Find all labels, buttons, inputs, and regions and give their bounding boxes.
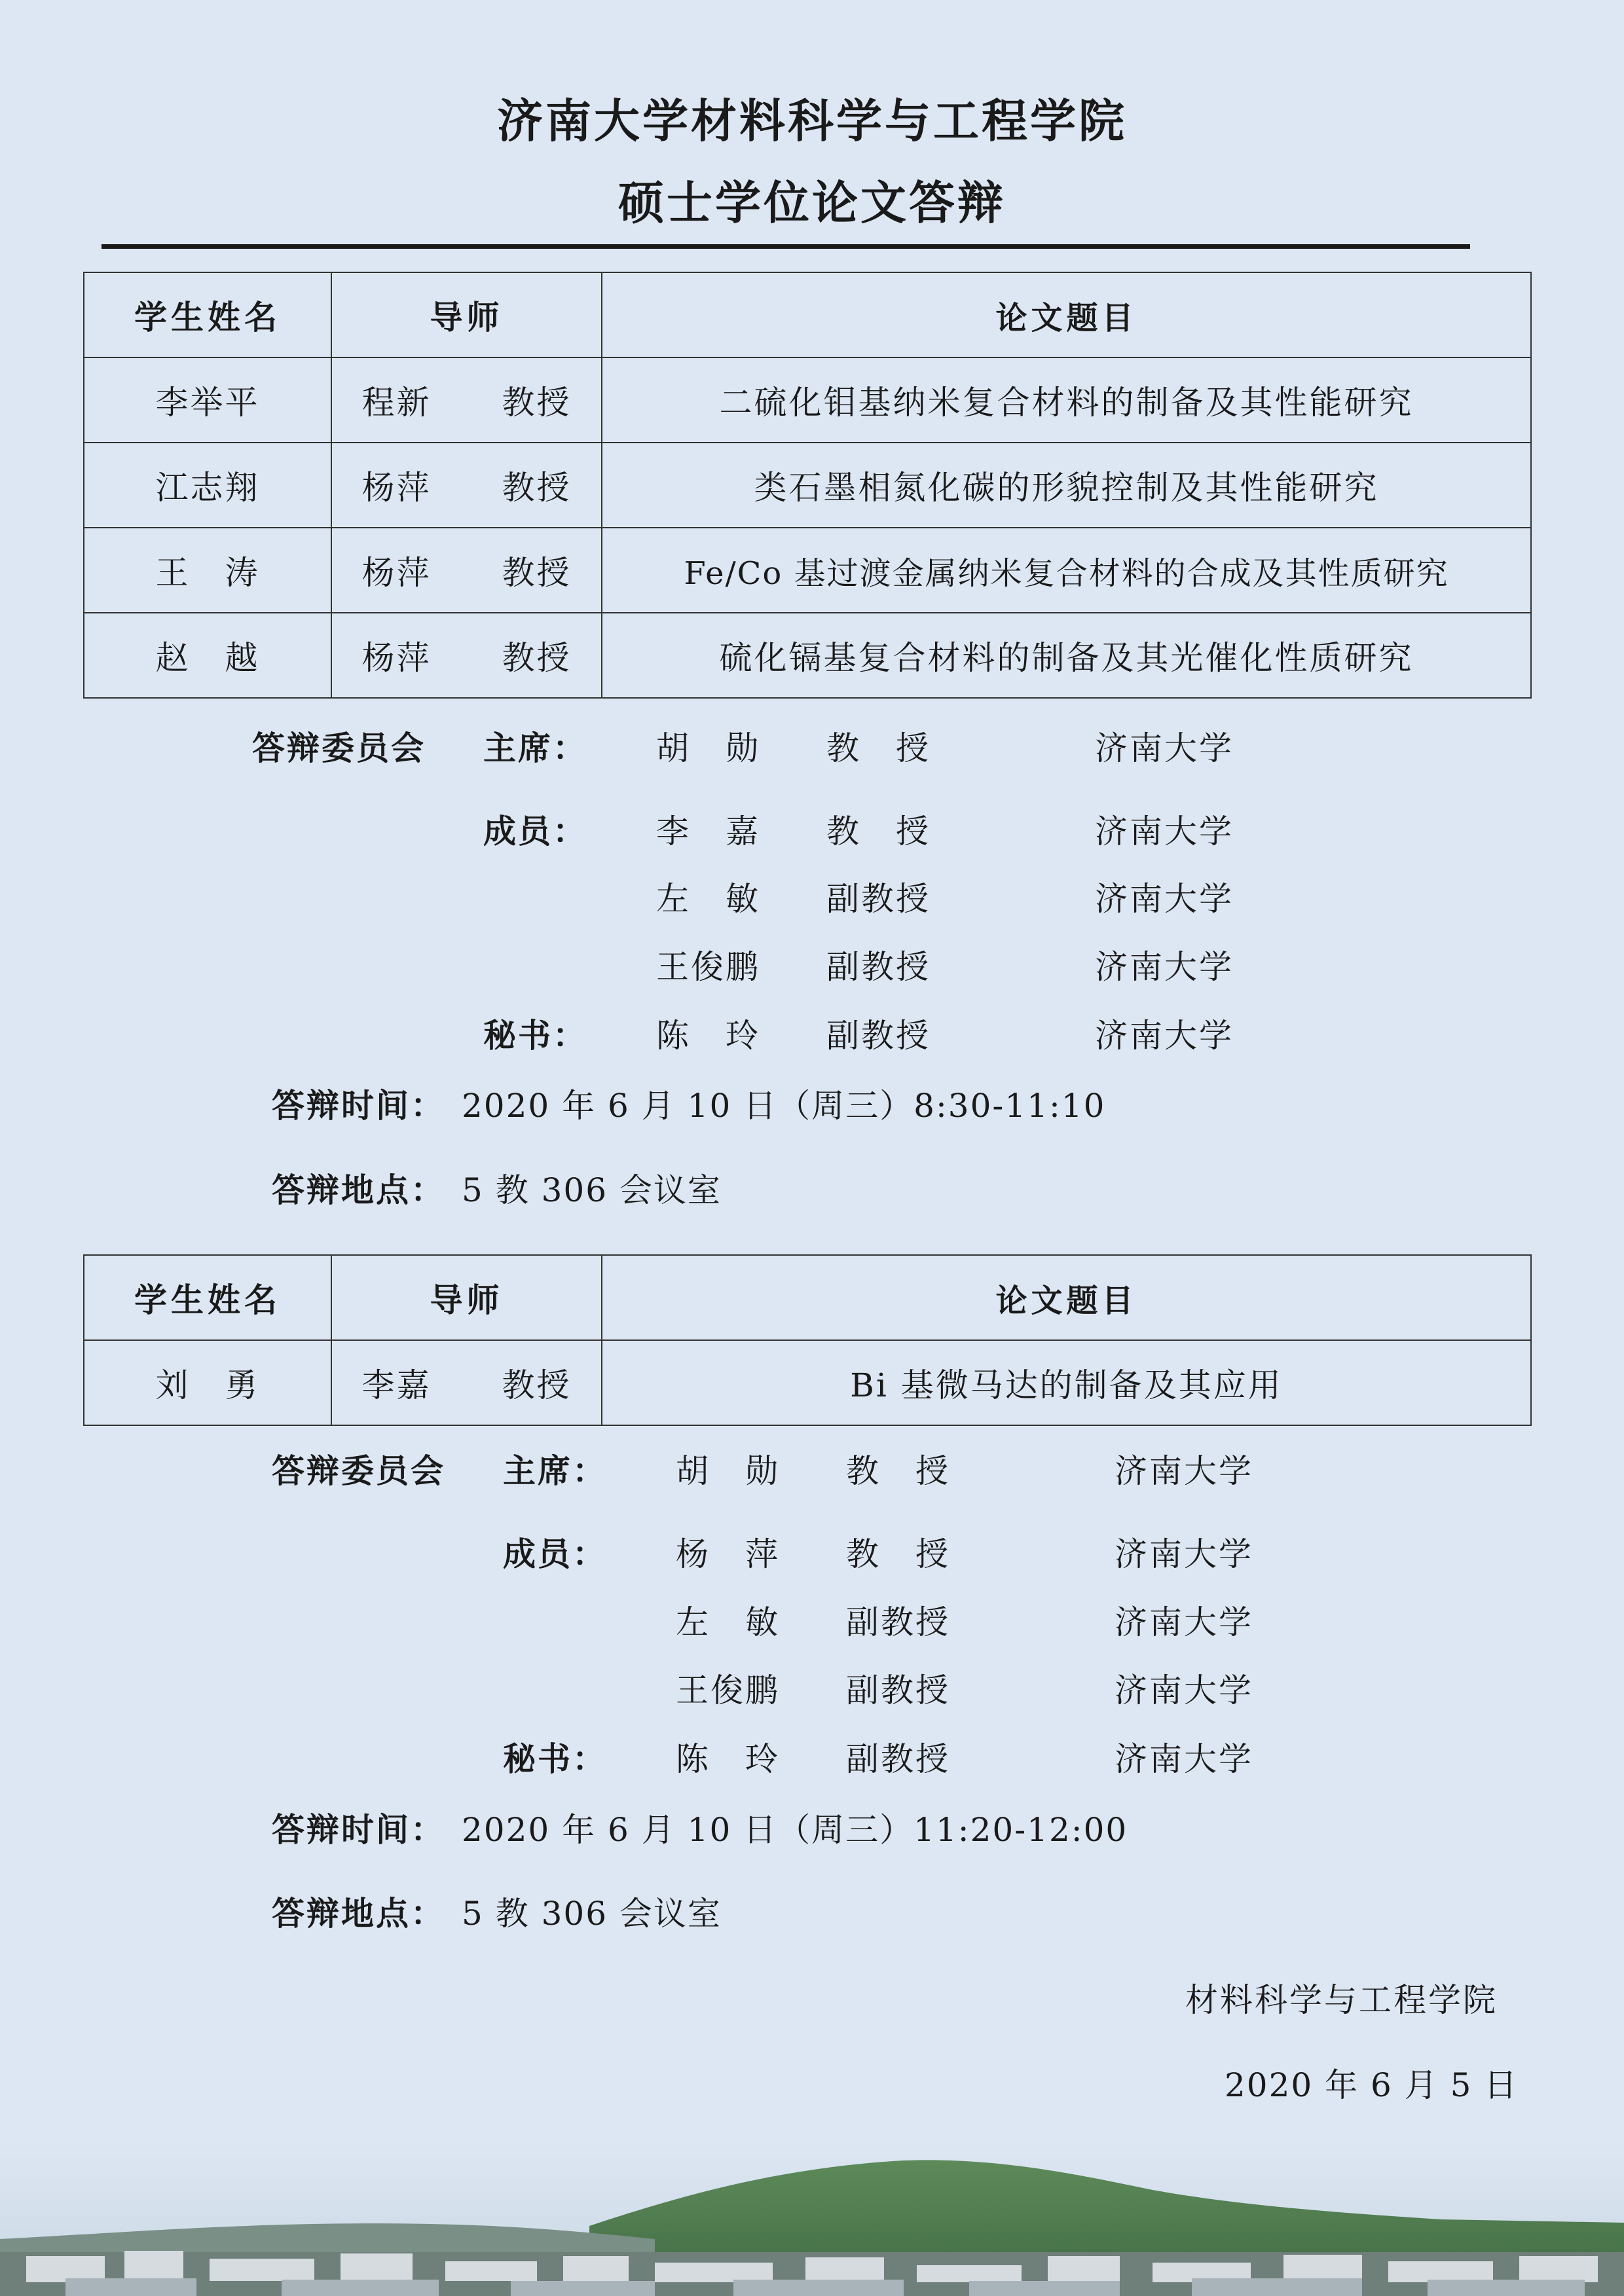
table-header-row <box>84 1255 1531 1340</box>
title-line-2: 硕士学位论文答辩 <box>618 175 1006 230</box>
advisor-title: 教授 <box>502 1366 572 1404</box>
secretary-name: 陈 玲 <box>656 1017 760 1055</box>
header-student: 学生姓名 <box>84 1255 331 1340</box>
chair-label: 主席： <box>483 729 587 767</box>
advisor <box>331 528 602 613</box>
advisor-name: 杨萍 <box>361 469 432 507</box>
member-org: 济南大学 <box>1095 880 1234 918</box>
table-row <box>84 357 1531 443</box>
thesis-title: 类石墨相氮化碳的形貌控制及其性能研究 <box>602 443 1531 528</box>
session1-table <box>83 272 1532 699</box>
member-title: 教 授 <box>826 812 931 850</box>
member-title: 副教授 <box>826 948 931 986</box>
advisor-title: 教授 <box>502 384 572 422</box>
place-value: 5 教 306 会议室 <box>462 1895 722 1933</box>
member-org: 济南大学 <box>1095 812 1234 850</box>
table-row <box>84 1340 1531 1425</box>
header-advisor: 导师 <box>331 272 602 357</box>
header-student: 学生姓名 <box>84 272 331 357</box>
secretary-label: 秘书： <box>503 1740 607 1778</box>
committee-label: 答辩委员会 <box>272 1451 445 1490</box>
advisor-title: 教授 <box>502 639 572 677</box>
member-org: 济南大学 <box>1095 948 1234 986</box>
footer-date: 2020 年 6 月 5 日 <box>1225 2066 1519 2104</box>
chair-org: 济南大学 <box>1115 1452 1253 1490</box>
advisor <box>331 1340 602 1425</box>
member-org: 济南大学 <box>1115 1535 1253 1573</box>
student-name: 刘 勇 <box>84 1340 331 1425</box>
table-row <box>84 443 1531 528</box>
title-line-1: 济南大学材料科学与工程学院 <box>497 94 1127 148</box>
advisor-name: 杨萍 <box>361 554 432 592</box>
advisor-name: 程新 <box>361 384 432 422</box>
member-title: 副教授 <box>846 1671 950 1709</box>
secretary-title: 副教授 <box>826 1017 931 1055</box>
chair-label: 主席： <box>503 1451 607 1490</box>
advisor <box>331 613 602 698</box>
campus-skyline-image <box>0 2141 1624 2296</box>
advisor <box>331 443 602 528</box>
thesis-title: Bi 基微马达的制备及其应用 <box>602 1340 1531 1425</box>
chair-name: 胡 勋 <box>656 729 760 767</box>
member-title: 副教授 <box>826 880 931 918</box>
place-value: 5 教 306 会议室 <box>462 1171 722 1209</box>
member-name: 李 嘉 <box>656 812 760 850</box>
time-label: 答辩时间： <box>272 1810 445 1849</box>
place-label: 答辩地点： <box>272 1171 445 1209</box>
chair-org: 济南大学 <box>1095 729 1234 767</box>
secretary-title: 副教授 <box>846 1740 950 1778</box>
members-label: 成员： <box>483 812 587 850</box>
secretary-name: 陈 玲 <box>676 1740 780 1778</box>
chair-title: 教 授 <box>846 1452 950 1490</box>
member-name: 左 敏 <box>656 880 760 918</box>
member-org: 济南大学 <box>1115 1603 1253 1641</box>
student-name: 赵 越 <box>84 613 331 698</box>
student-name: 江志翔 <box>84 443 331 528</box>
thesis-title: 硫化镉基复合材料的制备及其光催化性质研究 <box>602 613 1531 698</box>
table-row <box>84 613 1531 698</box>
member-title: 教 授 <box>846 1535 950 1573</box>
footer-org: 材料科学与工程学院 <box>1185 1981 1498 2019</box>
member-name: 王俊鹏 <box>676 1671 780 1709</box>
member-org: 济南大学 <box>1115 1671 1253 1709</box>
advisor-name: 李嘉 <box>361 1366 432 1404</box>
title-divider <box>101 244 1470 249</box>
members-label: 成员： <box>503 1535 607 1573</box>
chair-title: 教 授 <box>826 729 931 767</box>
secretary-label: 秘书： <box>483 1016 587 1055</box>
committee-label: 答辩委员会 <box>252 729 426 767</box>
student-name: 李举平 <box>84 357 331 443</box>
student-name: 王 涛 <box>84 528 331 613</box>
chair-name: 胡 勋 <box>676 1452 780 1490</box>
advisor-title: 教授 <box>502 469 572 507</box>
member-name: 杨 萍 <box>676 1535 780 1573</box>
table-header-row <box>84 272 1531 357</box>
advisor <box>331 357 602 443</box>
advisor-title: 教授 <box>502 554 572 592</box>
secretary-org: 济南大学 <box>1095 1017 1234 1055</box>
header-thesis: 论文题目 <box>602 272 1531 357</box>
time-value: 2020 年 6 月 10 日（周三）8:30-11:10 <box>462 1087 1106 1125</box>
time-value: 2020 年 6 月 10 日（周三）11:20-12:00 <box>462 1811 1128 1849</box>
member-title: 副教授 <box>846 1603 950 1641</box>
time-label: 答辩时间： <box>272 1086 445 1125</box>
place-label: 答辩地点： <box>272 1894 445 1933</box>
advisor-name: 杨萍 <box>361 639 432 677</box>
member-name: 左 敏 <box>676 1603 780 1641</box>
table-row <box>84 528 1531 613</box>
header-thesis: 论文题目 <box>602 1255 1531 1340</box>
secretary-org: 济南大学 <box>1115 1740 1253 1778</box>
header-advisor: 导师 <box>331 1255 602 1340</box>
thesis-title: 二硫化钼基纳米复合材料的制备及其性能研究 <box>602 357 1531 443</box>
session2-table <box>83 1254 1532 1426</box>
member-name: 王俊鹏 <box>656 948 760 986</box>
thesis-title: Fe/Co 基过渡金属纳米复合材料的合成及其性质研究 <box>602 528 1531 613</box>
